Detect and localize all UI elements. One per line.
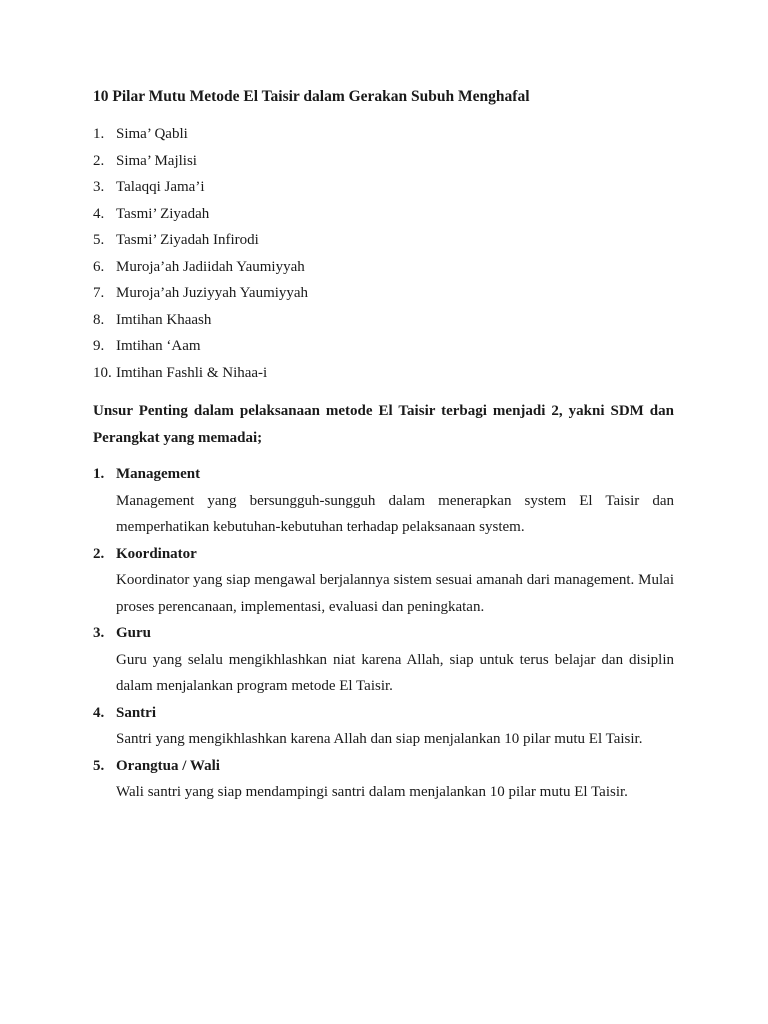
item-description: Management yang bersungguh-sungguh dalam menerapkan system El Taisir dan memperhatikan kebutuhan-kebutuhan terhadap pelaksanaan system. [116,492,674,535]
list-item [93,227,673,254]
item-heading: Guru [116,625,152,641]
list-item [93,753,674,806]
item-heading: Management [116,466,201,482]
item-description: Santri yang mengikhlashkan karena Allah dan siap menjalankan 10 pilar mutu El Taisir. [116,731,643,747]
list-item [93,307,673,334]
list-item [93,174,673,201]
list-number: 2. [93,545,105,562]
item-description: Wali santri yang siap mendampingi santri dalam menjalankan 10 pilar mutu El Taisir. [116,784,628,800]
list-item-label: Muroja’ah Juziyyah Yaumiyyah [116,285,309,301]
list-item [93,360,673,387]
list-number: 2. [93,152,105,169]
list-number: 1. [93,126,105,142]
item-heading: Santri [116,704,157,721]
list-item-label: Muroja’ah Jadiidah Yaumiyyah [116,258,305,275]
list-item-label: Talaqqi Jama’i [116,179,205,195]
list-item-label: Sima’ Qabli [116,126,188,142]
list-item [93,333,673,360]
list-item [93,700,674,753]
pilar-list [93,121,673,386]
list-number: 6. [93,258,105,275]
document-title: 10 Pilar Mutu Metode El Taisir dalam Gerakan Subuh Menghafal [93,88,530,105]
list-item [93,201,673,228]
list-item [93,148,673,175]
list-item-label: Imtihan Khaash [116,311,212,328]
item-description: Guru yang selalu mengikhlashkan niat karena Allah, siap untuk terus belajar dan disiplin dalam menjalankan program metode El Taisir. [116,651,674,694]
list-number: 4. [93,205,105,222]
list-number: 10. [93,364,112,381]
list-item-label: Sima’ Majlisi [116,152,197,169]
list-number: 3. [93,179,105,195]
list-number: 8. [93,311,105,328]
list-number: 5. [93,757,105,774]
list-number: 4. [93,704,105,721]
list-item-label: Tasmi’ Ziyadah [116,205,210,222]
list-item [93,121,673,148]
section-heading: Unsur Penting dalam pelaksanaan metode El Taisir terbagi menjadi 2, yakni SDM dan Perangkat yang memadai; [93,403,674,446]
list-item [93,254,673,281]
item-heading: Koordinator [116,545,197,562]
list-item [93,541,674,621]
list-item-label: Imtihan Fashli & Nihaa-i [116,364,268,381]
list-number: 1. [93,466,105,482]
list-number: 3. [93,625,105,641]
item-heading: Orangtua / Wali [116,757,220,774]
list-item [93,620,674,700]
list-item [93,461,674,541]
list-number: 7. [93,285,105,301]
list-item-label: Tasmi’ Ziyadah Infirodi [116,232,259,248]
list-number: 5. [93,232,105,248]
list-item-label: Imtihan ‘Aam [116,338,201,354]
list-item [93,280,673,307]
item-description: Koordinator yang siap mengawal berjalannya sistem sesuai amanah dari management. Mulai proses perencanaan, implementasi, evaluasi dan peningkatan. [116,572,674,615]
list-number: 9. [93,338,105,354]
unsur-list [93,461,674,806]
